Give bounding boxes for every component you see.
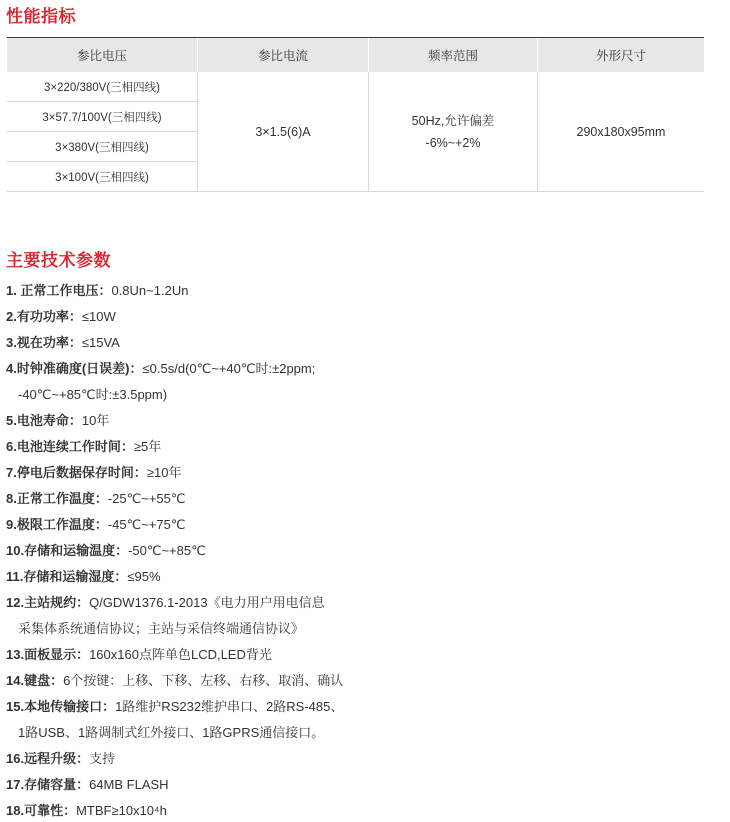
param-value: Q/GDW1376.1-2013《电力用户用电信息	[89, 595, 325, 610]
list-item	[6, 746, 343, 772]
param-value: ≤10W	[81, 309, 116, 324]
list-item	[6, 330, 343, 356]
param-label: 16.远程升级：	[6, 751, 90, 766]
param-value: -25℃~+55℃	[107, 491, 186, 506]
header-current: 参比电流	[198, 38, 369, 73]
param-label: 11.存储和运输湿度：	[6, 569, 128, 584]
param-label: 7.停电后数据保存时间：	[6, 465, 147, 480]
frequency-line-1: 50Hz,允许偏差	[411, 113, 495, 128]
param-label: 15.本地传输接口：	[6, 699, 116, 714]
params-title: 主要技术参数	[6, 251, 111, 270]
param-label: 17.存储容量：	[6, 777, 90, 792]
voltage-cell: 3×380V(三相四线)	[7, 132, 198, 162]
list-item	[6, 694, 343, 720]
param-value: 64MB FLASH	[89, 777, 169, 792]
param-value: 1路维护RS232维护串口、2路RS-485、	[115, 699, 344, 714]
param-label: 9.极限工作温度：	[6, 517, 108, 532]
param-label: 18.可靠性：	[6, 803, 77, 818]
list-item	[6, 356, 343, 382]
voltage-cell: 3×100V(三相四线)	[7, 162, 198, 192]
param-value: 10年	[81, 413, 110, 428]
performance-title: 性能指标	[6, 7, 76, 26]
param-value: ≥5年	[133, 439, 162, 454]
header-frequency: 频率范围	[369, 38, 538, 73]
frequency-cell	[369, 72, 538, 192]
param-value: MTBF≥10x10⁴h	[76, 803, 167, 818]
list-item	[6, 564, 343, 590]
param-value: 1路USB、1路调制式红外接口、1路GPRS通信接口。	[18, 725, 325, 740]
param-value: 6个按键：上移、下移、左移、右移、取消、确认	[63, 673, 344, 688]
dimensions-cell: 290x180x95mm	[538, 72, 705, 192]
list-item	[6, 642, 343, 668]
list-item	[6, 278, 343, 304]
current-cell: 3×1.5(6)A	[198, 72, 369, 192]
list-item	[6, 590, 343, 616]
param-label: 14.键盘：	[6, 673, 64, 688]
list-item	[6, 772, 343, 798]
param-label: 3.视在功率：	[6, 335, 82, 350]
header-dimensions: 外形尺寸	[538, 38, 705, 73]
param-value: ≥10年	[146, 465, 182, 480]
param-value: ≤95%	[127, 569, 161, 584]
list-item	[6, 434, 343, 460]
list-item	[6, 512, 343, 538]
list-item	[6, 798, 343, 822]
params-list	[6, 278, 343, 822]
table-header-row	[7, 38, 704, 73]
list-item	[6, 538, 343, 564]
param-value: -50℃~+85℃	[128, 543, 206, 558]
param-value: 支持	[89, 751, 116, 766]
list-item	[6, 460, 343, 486]
list-item	[6, 616, 343, 642]
list-item	[6, 304, 343, 330]
list-item	[6, 486, 343, 512]
list-item	[6, 720, 343, 746]
spec-table	[7, 37, 704, 192]
param-value: -45℃~+75℃	[107, 517, 186, 532]
param-value: -40℃~+85℃时:±3.5ppm)	[18, 387, 168, 402]
param-label: 10.存储和运输温度：	[6, 543, 129, 558]
param-value: 160x160点阵单色LCD,LED背光	[89, 647, 272, 662]
header-voltage: 参比电压	[7, 38, 198, 73]
list-item	[6, 382, 343, 408]
table-row	[7, 72, 704, 102]
param-label: 12.主站规约：	[6, 595, 90, 610]
param-label: 6.电池连续工作时间：	[6, 439, 134, 454]
voltage-cell: 3×57.7/100V(三相四线)	[7, 102, 198, 132]
param-value: 0.8Un~1.2Un	[111, 283, 189, 298]
param-label: 1. 正常工作电压：	[6, 283, 112, 298]
param-value: 采集体系统通信协议；主站与采信终端通信协议》	[18, 621, 305, 636]
list-item	[6, 408, 343, 434]
list-item	[6, 668, 343, 694]
param-value: ≤0.5s/d(0℃~+40℃时:±2ppm;	[142, 361, 316, 376]
frequency-line-2: -6%~+2%	[425, 135, 481, 150]
param-value: ≤15VA	[81, 335, 120, 350]
param-label: 2.有功功率：	[6, 309, 82, 324]
param-label: 5.电池寿命：	[6, 413, 82, 428]
param-label: 4.时钟准确度(日误差)：	[6, 361, 143, 376]
param-label: 8.正常工作温度：	[6, 491, 108, 506]
param-label: 13.面板显示：	[6, 647, 90, 662]
voltage-cell: 3×220/380V(三相四线)	[7, 72, 198, 102]
